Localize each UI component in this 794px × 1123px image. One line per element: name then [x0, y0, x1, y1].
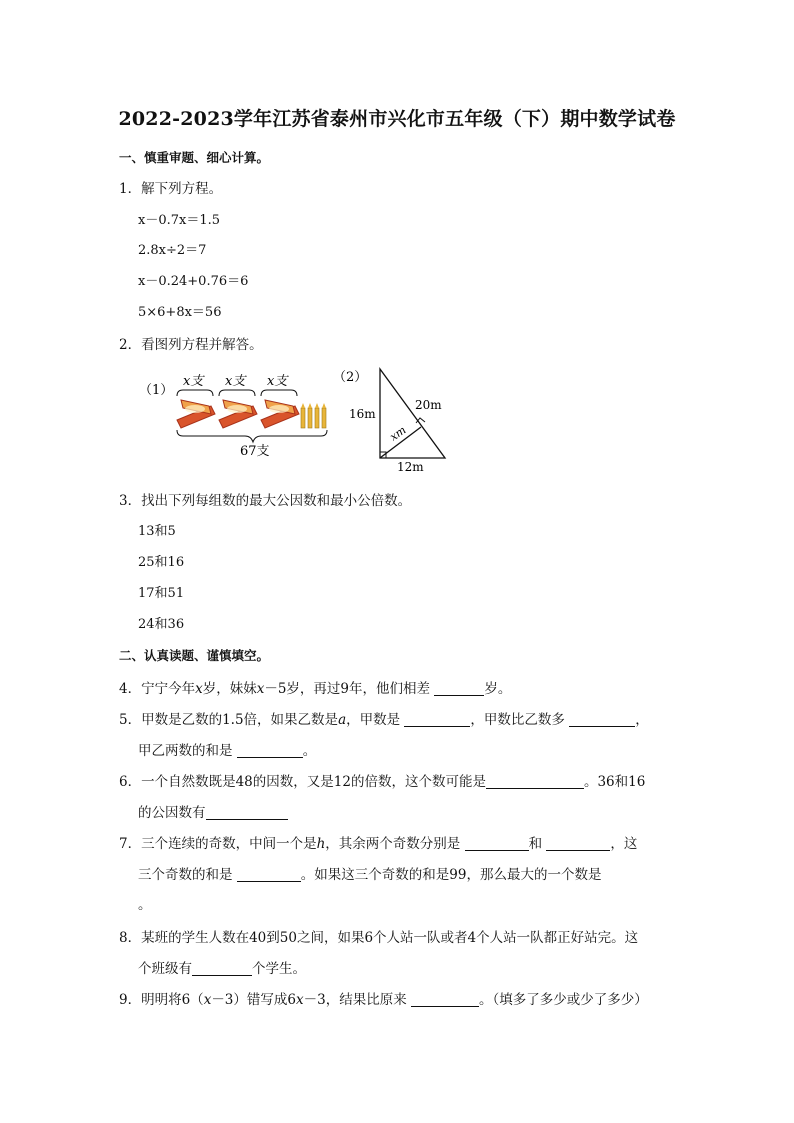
q7-line-2	[138, 863, 601, 883]
q4-var-x2: x	[256, 681, 265, 697]
q3-pair-3: 17和51	[138, 586, 185, 601]
triangle-diagram	[333, 363, 453, 475]
top-brace-2	[219, 390, 255, 396]
q6-blank-2[interactable]	[206, 805, 288, 820]
q9-var-x: x	[203, 992, 212, 1008]
page-title: 2022-2023学年江苏省泰州市兴化市五年级（下）期中数学试卷	[118, 108, 676, 130]
pencil-box-2	[219, 400, 257, 428]
q6-line-1	[119, 770, 645, 790]
q6-text-line2: 的公因数有	[138, 805, 206, 821]
section-1-heading: 一、慎重审题、细心计算。	[119, 150, 270, 165]
q7-blank-3[interactable]	[237, 867, 301, 882]
q5-text-line2a: 甲乙两数的和是	[138, 743, 233, 759]
q1-equation-1: x－0.7x＝1.5	[138, 213, 221, 228]
q3-stem: 3．找出下列每组数的最大公因数和最小公倍数。	[119, 493, 412, 509]
q5-blank-2[interactable]	[569, 712, 635, 727]
q9-var-x2: x	[296, 992, 304, 1008]
top-brace-3	[261, 390, 297, 396]
q7-text-a: 7．三个连续的奇数，中间一个是	[119, 836, 317, 852]
q3-pair-4: 24和36	[138, 617, 185, 632]
triangle-outline	[380, 369, 445, 458]
q1-equation-4: 5×6+8x＝56	[138, 305, 222, 320]
bottom-brace	[177, 430, 327, 442]
section-2-heading: 二、认真读题、谨慎填空。	[119, 648, 270, 663]
box-label-3: x支	[267, 374, 288, 389]
q6-text-b: 。36和16	[583, 774, 646, 790]
fig1-label: （1）	[139, 383, 174, 398]
q9-blank[interactable]	[411, 992, 479, 1007]
height-label: xm	[387, 423, 409, 444]
q2-stem: 2．看图列方程并解答。	[119, 337, 263, 353]
q9-line	[119, 988, 648, 1008]
pencil-box-figure	[137, 368, 337, 464]
q6-line-2	[138, 801, 288, 821]
box-label-1: x支	[183, 374, 204, 389]
single-pencils	[301, 403, 326, 428]
q9-text-c: －3）错写成6	[211, 992, 296, 1008]
triangle-figure	[333, 363, 453, 475]
q1-stem: 1．解下列方程。	[119, 181, 223, 197]
side-left-label: 16m	[349, 407, 376, 421]
q7-text-e: ，这	[610, 836, 638, 852]
q7-var-h: h	[316, 836, 326, 852]
q4-text-a: 4．宁宁今年	[119, 681, 196, 697]
box-label-2: x支	[225, 374, 246, 389]
q7-line-1	[119, 832, 637, 852]
q7-line-3: 。	[138, 897, 152, 913]
q3-pair-2: 25和16	[138, 555, 185, 570]
q3-pair-1: 13和5	[138, 524, 176, 539]
q5-line-2	[138, 739, 316, 759]
total-label: 67支	[240, 444, 270, 459]
top-brace-1	[177, 390, 213, 396]
q5-text-c: ，甲数是	[346, 712, 401, 728]
q4-text-c: 岁，妹妹	[202, 681, 257, 697]
pencil-box-diagram	[137, 368, 337, 464]
q5-blank-1[interactable]	[404, 712, 470, 727]
q5-text-line2b: 。	[302, 743, 317, 759]
q7-text-line2a: 三个奇数的和是	[138, 867, 233, 883]
fig2-label: （2）	[333, 370, 368, 385]
q4-answer-blank[interactable]	[434, 681, 484, 696]
q7-blank-2[interactable]	[546, 836, 610, 851]
q4-text-e: －5岁，再过9年，他们相差	[264, 681, 431, 697]
q7-blank-1[interactable]	[465, 836, 529, 851]
pencil-box-1	[177, 400, 215, 428]
q6-blank-1[interactable]	[486, 774, 584, 789]
q7-text-d: 和	[528, 836, 543, 852]
q5-text-d: ，甲数比乙数多	[470, 712, 565, 728]
q7-text-line2b: 。如果这三个奇数的和是99，那么最大的一个数是	[300, 867, 602, 883]
q4-line	[119, 677, 511, 697]
q9-text-e: －3，结果比原来	[303, 992, 407, 1008]
q8-line-1: 8．某班的学生人数在40到50之间，如果6个人站一队或者4个人站一队都正好站完。这	[119, 930, 639, 946]
q5-blank-3[interactable]	[237, 743, 303, 758]
q5-text-e: ，	[635, 712, 649, 728]
side-hyp-label: 20m	[415, 398, 442, 412]
q5-text-a: 5．甲数是乙数的1.5倍，如果乙数是	[119, 712, 339, 728]
q5-line-1	[119, 708, 649, 728]
side-bottom-label: 12m	[397, 460, 424, 474]
q1-equation-3: x－0.24+0.76＝6	[138, 274, 249, 289]
q8-text-line2b: 个学生。	[252, 961, 306, 977]
q1-equation-2: 2.8x÷2＝7	[138, 243, 207, 258]
pencil-box-3	[261, 400, 299, 428]
q8-line-2	[138, 957, 306, 977]
q4-text-f: 岁。	[484, 681, 512, 697]
q8-text-line2a: 个班级有	[138, 961, 192, 977]
q6-text-a: 6．一个自然数既是48的因数，又是12的倍数，这个数可能是	[119, 774, 486, 790]
q5-var-a: a	[338, 712, 347, 728]
q7-text-c: ，其余两个奇数分别是	[325, 836, 461, 852]
q9-text-f: 。（填多了多少或少了多少）	[479, 992, 648, 1008]
q9-text-a: 9．明明将6（	[119, 992, 204, 1008]
q4-var-x: x	[195, 681, 203, 697]
q8-blank[interactable]	[192, 961, 252, 976]
